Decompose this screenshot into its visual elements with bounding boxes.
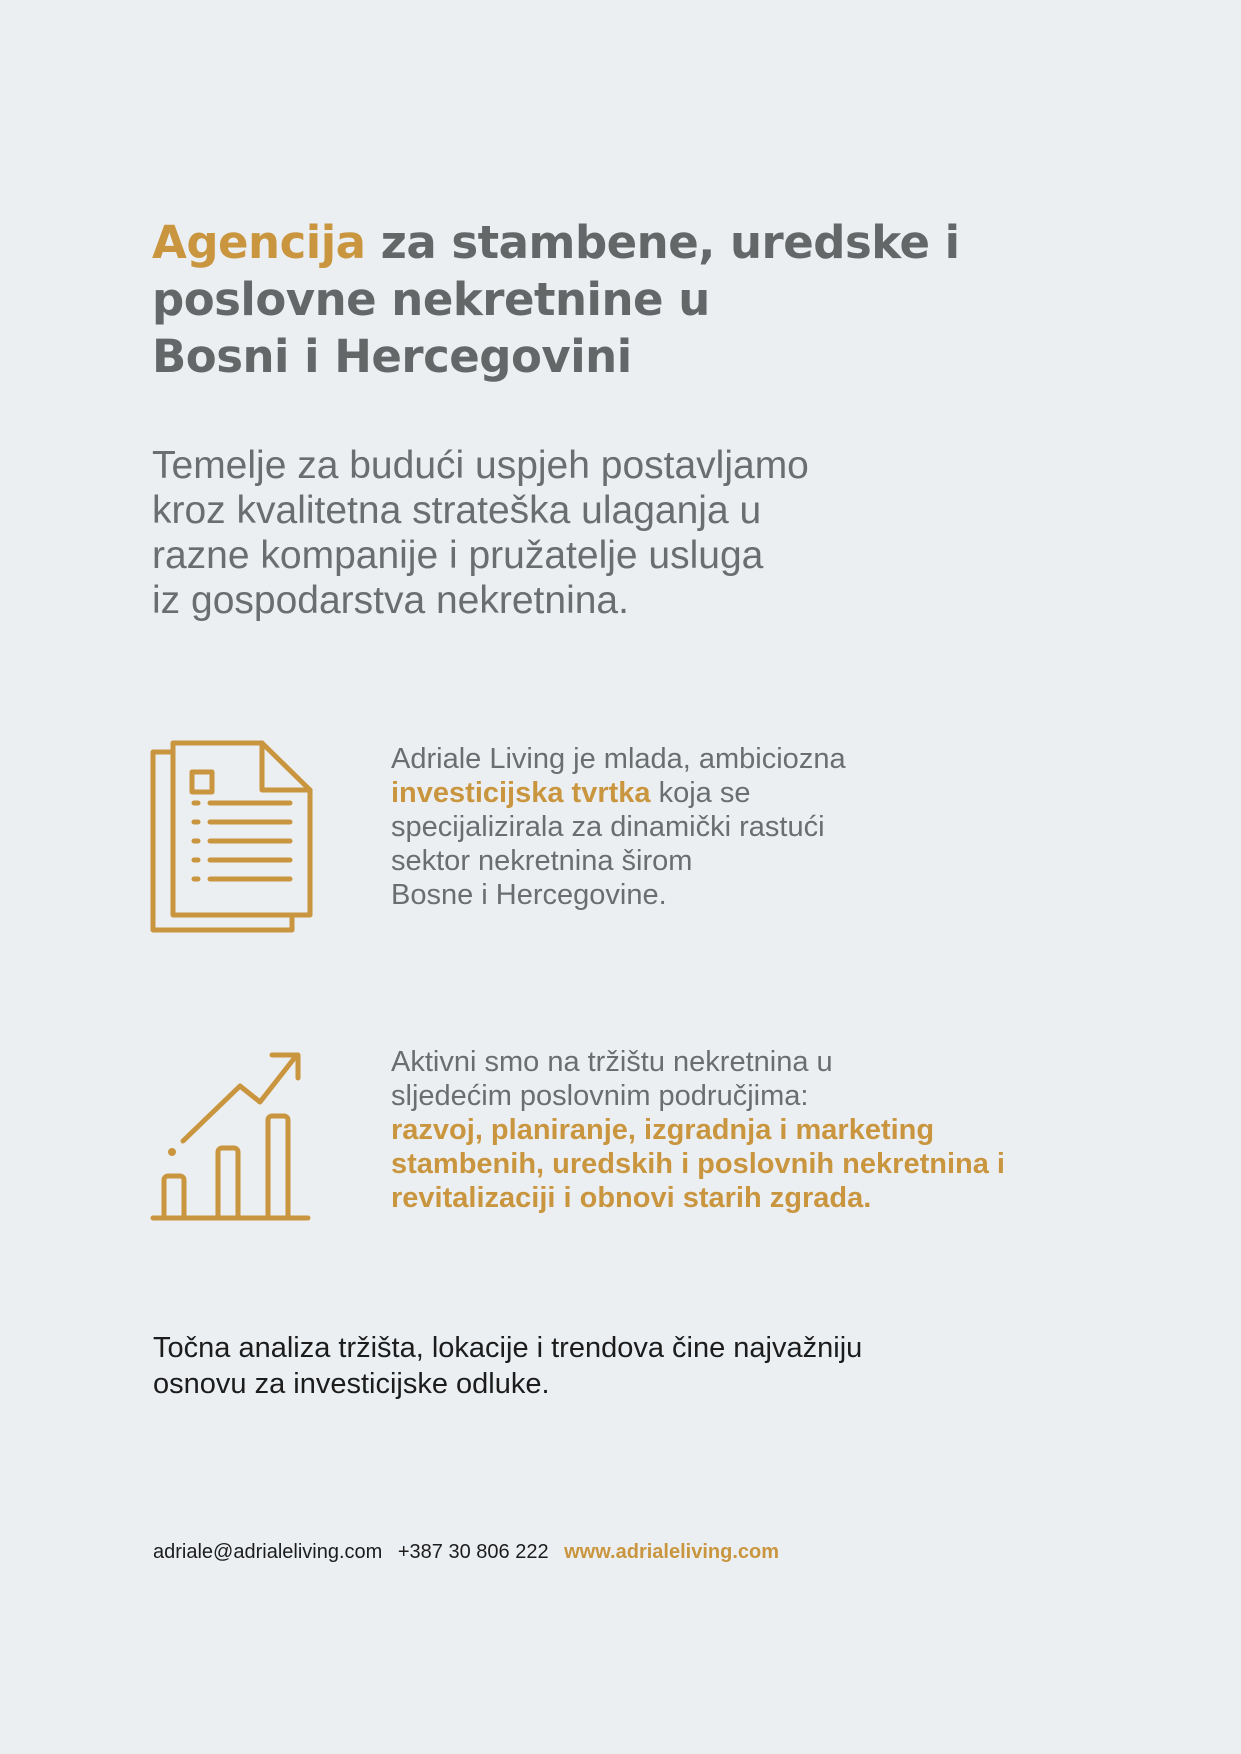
title-line-1 — [152, 214, 960, 271]
closing-line: osnovu za investicijske odluke. — [153, 1368, 550, 1400]
feature-line: specijalizirala za dinamički rastući — [391, 811, 825, 843]
contact-footer — [153, 1540, 779, 1564]
website-link[interactable]: www.adrialeliving.com — [564, 1541, 779, 1563]
feature-line: Aktivni smo na tržištu nekretnina u — [391, 1046, 833, 1078]
feature-line: sljedećim poslovnim područjima: — [391, 1080, 809, 1112]
intro-line: iz gospodarstva nekretnina. — [152, 579, 629, 622]
phone-number[interactable]: +387 30 806 222 — [397, 1541, 549, 1563]
title-line-2: poslovne nekretnine u — [152, 273, 710, 326]
feature-highlight: stambenih, uredskih i poslovnih nekretnina i — [391, 1148, 1005, 1180]
feature-highlight: razvoj, planiranje, izgradnja i marketing — [391, 1114, 935, 1146]
feature-description-investment — [391, 742, 1031, 912]
feature-line-rest: koja se — [650, 777, 751, 809]
page-title — [152, 214, 960, 385]
feature-highlight: revitalizaciji i obnovi starih zgrada. — [391, 1182, 872, 1214]
title-accent-word: Agencija — [152, 216, 366, 269]
document-icon — [150, 740, 314, 934]
closing-line: Točna analiza tržišta, lokacije i trendova čine najvažniju — [153, 1332, 863, 1364]
feature-line — [391, 776, 1031, 810]
title-line-1-rest: za stambene, uredske i — [365, 216, 960, 269]
feature-line: Adriale Living je mlada, ambiciozna — [391, 743, 846, 775]
email-link[interactable]: adriale@adrialeliving.com — [153, 1541, 383, 1563]
feature-description-activities — [391, 1045, 1031, 1215]
title-line-3: Bosni i Hercegovini — [152, 330, 632, 383]
intro-paragraph — [152, 443, 912, 623]
intro-line: Temelje za budući uspjeh postavljamo — [152, 444, 809, 487]
feature-line: Bosne i Hercegovine. — [391, 879, 667, 911]
intro-line: razne kompanije i pružatelje usluga — [152, 534, 764, 577]
feature-highlight: investicijska tvrtka — [391, 777, 651, 809]
growth-chart-icon — [150, 1050, 314, 1222]
intro-line: kroz kvalitetna strateška ulaganja u — [152, 489, 762, 532]
closing-statement — [153, 1330, 953, 1402]
feature-line: sektor nekretnina širom — [391, 845, 693, 877]
